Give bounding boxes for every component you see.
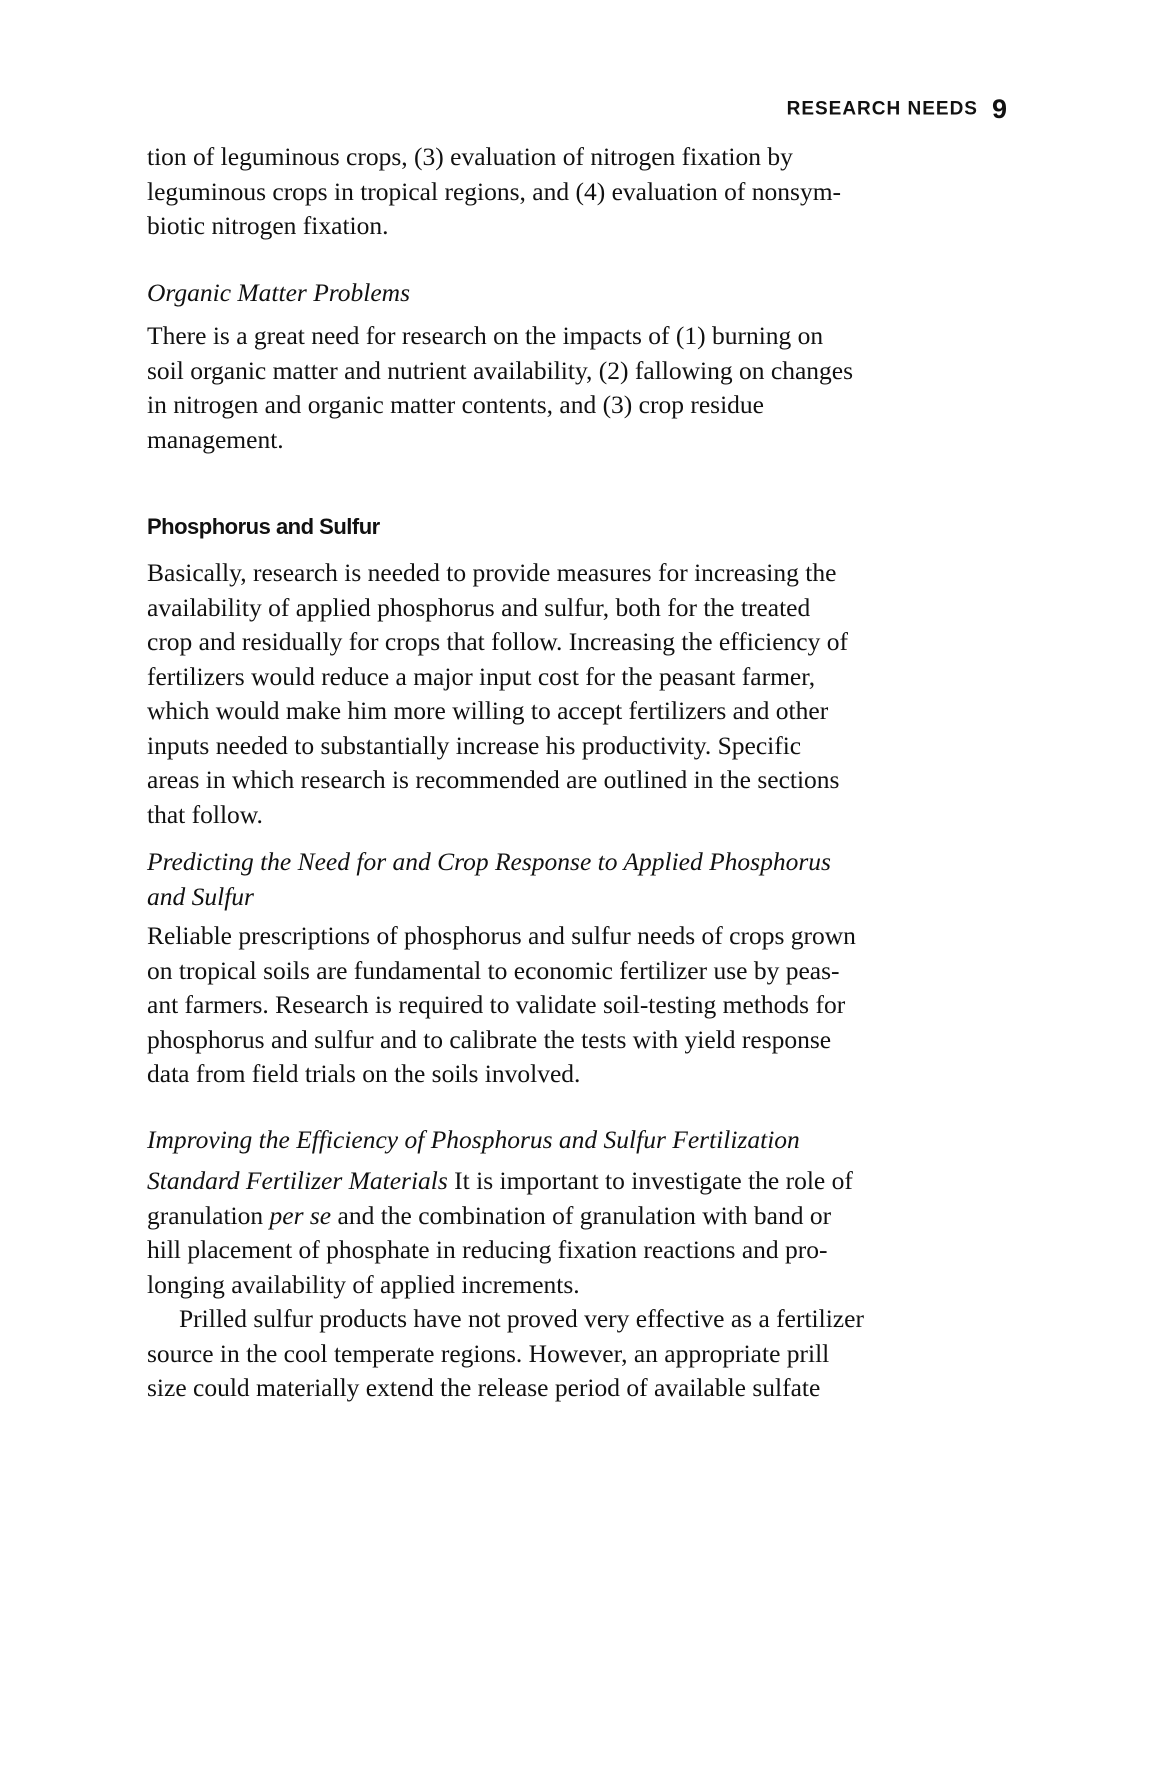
organic-matter-heading — [147, 276, 1017, 311]
subsection-title: Organic Matter Problems — [147, 278, 410, 307]
text-line: hill placement of phosphate in reducing fixation reactions and pro- — [147, 1235, 828, 1264]
standard-materials-paragraph — [147, 1164, 1017, 1302]
running-head — [147, 94, 1007, 125]
text-line: inputs needed to substantially increase his productivity. Specific — [147, 730, 802, 760]
text-line: ant farmers. Research is required to validate soil-testing methods for — [147, 990, 846, 1019]
subsection-title-line: and Sulfur — [147, 881, 254, 911]
text-line: source in the cool temperate regions. However, an appropriate prill — [147, 1338, 830, 1368]
text-line: Reliable prescriptions of phosphorus and sulfur needs of crops grown — [147, 921, 856, 950]
subsection-title-line: Predicting the Need for and Crop Response to Applied Phosphorus — [147, 847, 831, 876]
running-head-title: RESEARCH NEEDS — [786, 98, 978, 120]
prilled-sulfur-paragraph — [147, 1302, 1017, 1406]
text-line — [147, 1199, 1017, 1234]
text-line: availability of applied phosphorus and sulfur, both for the treated — [147, 592, 811, 622]
text-line: areas in which research is recommended are outlined in the sections — [147, 765, 840, 794]
subsection-title: Improving the Efficiency of Phosphorus and Sulfur Fertilization — [147, 1125, 800, 1154]
section-title: Phosphorus and Sulfur — [147, 514, 380, 539]
text-line: that follow. — [147, 799, 263, 829]
text-line — [147, 1164, 1017, 1199]
text-line: biotic nitrogen fixation. — [147, 211, 389, 240]
text-run: granulation — [147, 1200, 270, 1230]
organic-matter-paragraph — [147, 319, 1017, 457]
text-line: fertilizers would reduce a major input cost for the peasant farmer, — [147, 661, 816, 691]
improving-heading — [147, 1123, 1017, 1158]
runin-heading: Standard Fertilizer Materials — [147, 1166, 448, 1195]
text-line: size could materially extend the release period of available sulfate — [147, 1373, 821, 1402]
text-line: There is a great need for research on the impacts of (1) burning on — [147, 321, 824, 350]
text-line: longing availability of applied increments. — [147, 1269, 580, 1299]
text-line: Basically, research is needed to provide measures for increasing the — [147, 558, 837, 587]
text-line: which would make him more willing to accept fertilizers and other — [147, 696, 829, 725]
text-line: soil organic matter and nutrient availability, (2) fallowing on changes — [147, 355, 854, 385]
predicting-paragraph — [147, 919, 1017, 1092]
text-run: It is important to investigate the role of — [447, 1166, 853, 1195]
text-run: and the combination of granulation with band or — [331, 1200, 832, 1230]
text-line: Prilled sulfur products have not proved very effective as a fertilizer — [179, 1304, 864, 1333]
phosphorus-sulfur-heading — [147, 514, 1017, 540]
text-line: on tropical soils are fundamental to economic fertilizer use by peas- — [147, 955, 840, 985]
text-line: data from field trials on the soils involved. — [147, 1059, 581, 1088]
text-line: crop and residually for crops that follow. Increasing the efficiency of — [147, 627, 848, 656]
predicting-heading — [147, 845, 1017, 914]
text-line: phosphorus and sulfur and to calibrate the tests with yield response — [147, 1024, 832, 1054]
text-line: in nitrogen and organic matter contents, and (3) crop residue — [147, 390, 764, 419]
emphasis-text: per se — [269, 1200, 332, 1230]
intro-paragraph — [147, 140, 1017, 244]
text-line: leguminous crops in tropical regions, and (4) evaluation of nonsym- — [147, 176, 842, 206]
page-number: 9 — [991, 94, 1007, 124]
phosphorus-sulfur-paragraph — [147, 556, 1017, 832]
text-line: tion of leguminous crops, (3) evaluation of nitrogen fixation by — [147, 142, 793, 171]
text-line: management. — [147, 424, 284, 454]
